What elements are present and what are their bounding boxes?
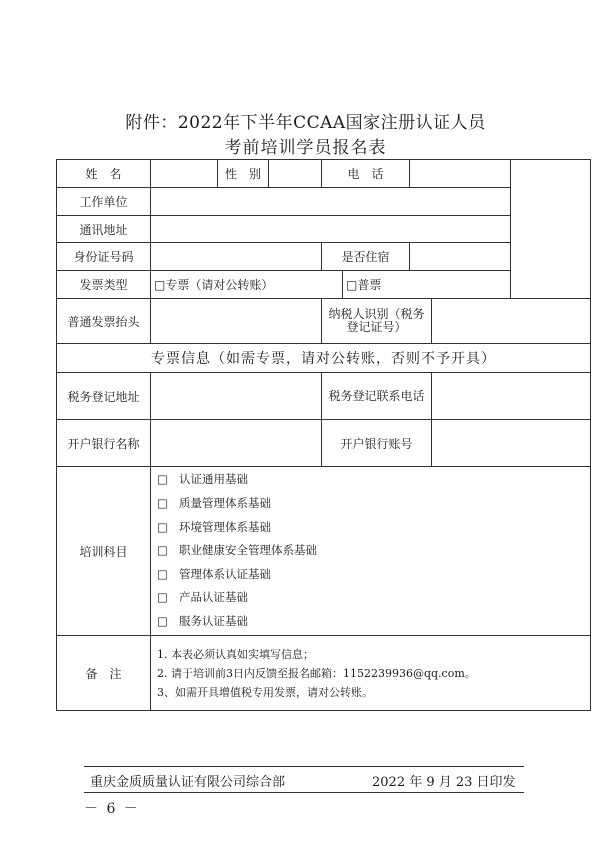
note-item: 3、如需开具增值税专用发票，请对公转账。 xyxy=(157,685,373,699)
footer-org: 重庆金质质量认证有限公司综合部 xyxy=(90,775,286,790)
course-option[interactable] xyxy=(157,468,587,492)
training-subjects-label: 培训科目 xyxy=(57,467,151,636)
employer-value[interactable] xyxy=(151,188,511,216)
course-list xyxy=(151,467,591,636)
checkbox-icon[interactable]: □ xyxy=(157,590,168,605)
course-option[interactable] xyxy=(157,516,587,540)
checkbox-icon[interactable]: □ xyxy=(157,566,168,581)
lodging-label: 是否住宿 xyxy=(322,243,410,271)
footer-bottom-rule xyxy=(84,792,524,793)
name-value[interactable] xyxy=(151,160,218,188)
tax-phone-value[interactable] xyxy=(432,373,591,420)
invoice-general-option[interactable]: □普票 xyxy=(343,271,511,299)
taxpayer-id-value[interactable] xyxy=(432,299,591,344)
phone-value[interactable] xyxy=(410,160,511,188)
course-label: 环境管理体系基础 xyxy=(179,519,271,534)
tax-address-value[interactable] xyxy=(151,373,322,420)
address-value[interactable] xyxy=(151,216,511,243)
footer-date: 2022 年 9 月 23 日印发 xyxy=(372,775,516,790)
gender-value[interactable] xyxy=(269,160,322,188)
page-number: － 6 － xyxy=(84,801,140,817)
special-invoice-header: 专票信息（如需专票，请对公转账，否则不予开具） xyxy=(57,344,591,373)
course-label: 认证通用基础 xyxy=(179,472,248,487)
course-option[interactable] xyxy=(157,586,587,610)
phone-label: 电 话 xyxy=(322,160,410,188)
registration-form-table xyxy=(56,159,591,711)
tax-address-label: 税务登记地址 xyxy=(57,373,151,420)
note-item: 2. 请于培训前3日内反馈至报名邮箱：1152239936@qq.com。 xyxy=(157,666,476,680)
bank-name-value[interactable] xyxy=(151,420,322,467)
course-label: 产品认证基础 xyxy=(179,590,248,605)
remarks-label: 备 注 xyxy=(57,636,151,711)
form-title-line1: 附件：2022年下半年CCAA国家注册认证人员 xyxy=(125,113,486,133)
invoice-header-label: 普通发票抬头 xyxy=(57,299,151,344)
photo-cell[interactable] xyxy=(511,160,591,299)
course-label: 职业健康安全管理体系基础 xyxy=(179,543,317,558)
note-item: 1. 本表必须认真如实填写信息； xyxy=(157,647,314,661)
course-option[interactable] xyxy=(157,563,587,587)
course-option[interactable] xyxy=(157,492,587,516)
checkbox-icon[interactable]: □ xyxy=(157,472,168,487)
checkbox-icon[interactable]: □ xyxy=(157,613,168,628)
checkbox-icon[interactable]: □ xyxy=(157,543,168,558)
bank-name-label: 开户银行名称 xyxy=(57,420,151,467)
taxpayer-id-label: 纳税人识别（税务登记证号） xyxy=(322,299,432,344)
tax-phone-label: 税务登记联系电话 xyxy=(322,373,432,420)
gender-label: 性 别 xyxy=(218,160,269,188)
invoice-header-value[interactable] xyxy=(151,299,322,344)
checkbox-icon[interactable]: □ xyxy=(157,496,168,511)
footer-top-rule xyxy=(84,766,524,767)
course-label: 质量管理体系基础 xyxy=(179,496,271,511)
id-number-value[interactable] xyxy=(151,243,322,271)
bank-account-label: 开户银行账号 xyxy=(322,420,432,467)
checkbox-icon[interactable]: □ xyxy=(157,519,168,534)
course-option[interactable] xyxy=(157,539,587,563)
name-label: 姓 名 xyxy=(57,160,151,188)
lodging-value[interactable] xyxy=(410,243,511,271)
course-label: 管理体系认证基础 xyxy=(179,566,271,581)
invoice-type-label: 发票类型 xyxy=(57,271,151,299)
invoice-special-option[interactable]: □专票（请对公转账） xyxy=(151,271,343,299)
course-label: 服务认证基础 xyxy=(179,613,248,628)
form-title-line2: 考前培训学员报名表 xyxy=(224,138,387,158)
id-number-label: 身份证号码 xyxy=(57,243,151,271)
course-option[interactable] xyxy=(157,610,587,634)
bank-account-value[interactable] xyxy=(432,420,591,467)
address-label: 通讯地址 xyxy=(57,216,151,243)
employer-label: 工作单位 xyxy=(57,188,151,216)
remarks-notes xyxy=(151,636,591,711)
